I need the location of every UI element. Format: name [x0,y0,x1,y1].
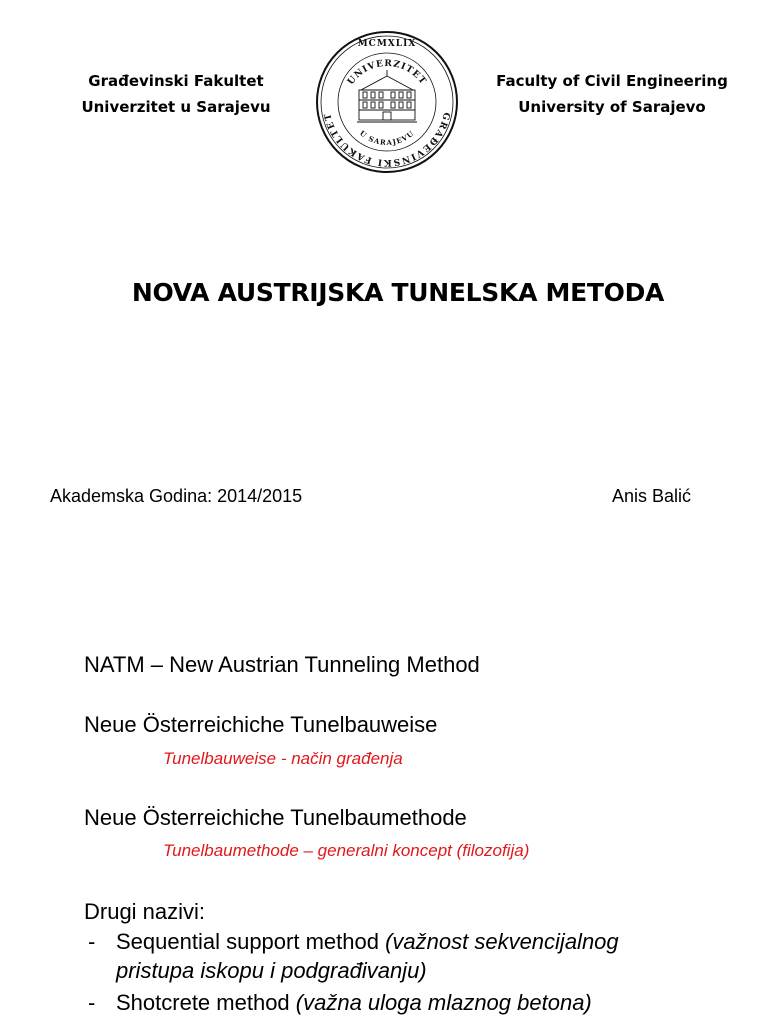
list-item-main: Shotcrete method [116,990,296,1015]
list-item-dash: - [88,929,96,954]
list-item-dash: - [88,990,96,1015]
seal-year-text: MCMXLIX [357,39,417,49]
seal-ring-top-text: UNIVERZITET [346,58,428,88]
list-item-main: Sequential support method [116,929,386,954]
list-item-text [116,990,592,1016]
faculty-name-local [72,68,280,120]
seal-building-icon [357,70,417,122]
faculty-name-english-line1: Faculty of Civil Engineering [496,72,728,90]
faculty-name-english [484,68,740,120]
other-names-heading: Drugi nazivi: [84,899,206,924]
list-item-cont: pristupa iskopu i podgrađivanju) [116,958,427,983]
page-title: NOVA AUSTRIJSKA TUNELSKA METODA [131,278,665,307]
academic-year: Akademska Godina: 2014/2015 [50,486,303,506]
german-term-bauweise-note: Tunelbauweise - način građenja [163,749,403,768]
seal-ring-bottom-text: U SARAJEVU [358,128,416,148]
german-term-baumethode: Neue Österreichiche Tunelbaumethode [84,805,467,830]
list-item-text [116,929,619,955]
list-item-italic: (važnost sekvencijalnog [385,929,619,954]
author-name: Anis Balić [612,486,692,506]
list-item-italic: (važna uloga mlaznog betona) [295,990,592,1015]
university-seal-logo [315,30,459,174]
svg-text:U SARAJEVU [358,129,416,148]
faculty-name-local-line2: Univerzitet u Sarajevu [81,98,271,116]
faculty-name-local-line1: Građevinski Fakultet [88,72,264,90]
faculty-name-english-line2: University of Sarajevo [518,98,706,116]
seal-ring-outer-text: GRAĐEVINSKI FAKULTET [322,111,452,168]
natm-definition: NATM – New Austrian Tunneling Method [84,652,480,677]
german-term-baumethode-note: Tunelbaumethode – generalni koncept (filozofija) [163,841,530,860]
german-term-bauweise: Neue Österreichiche Tunelbauweise [84,712,438,737]
